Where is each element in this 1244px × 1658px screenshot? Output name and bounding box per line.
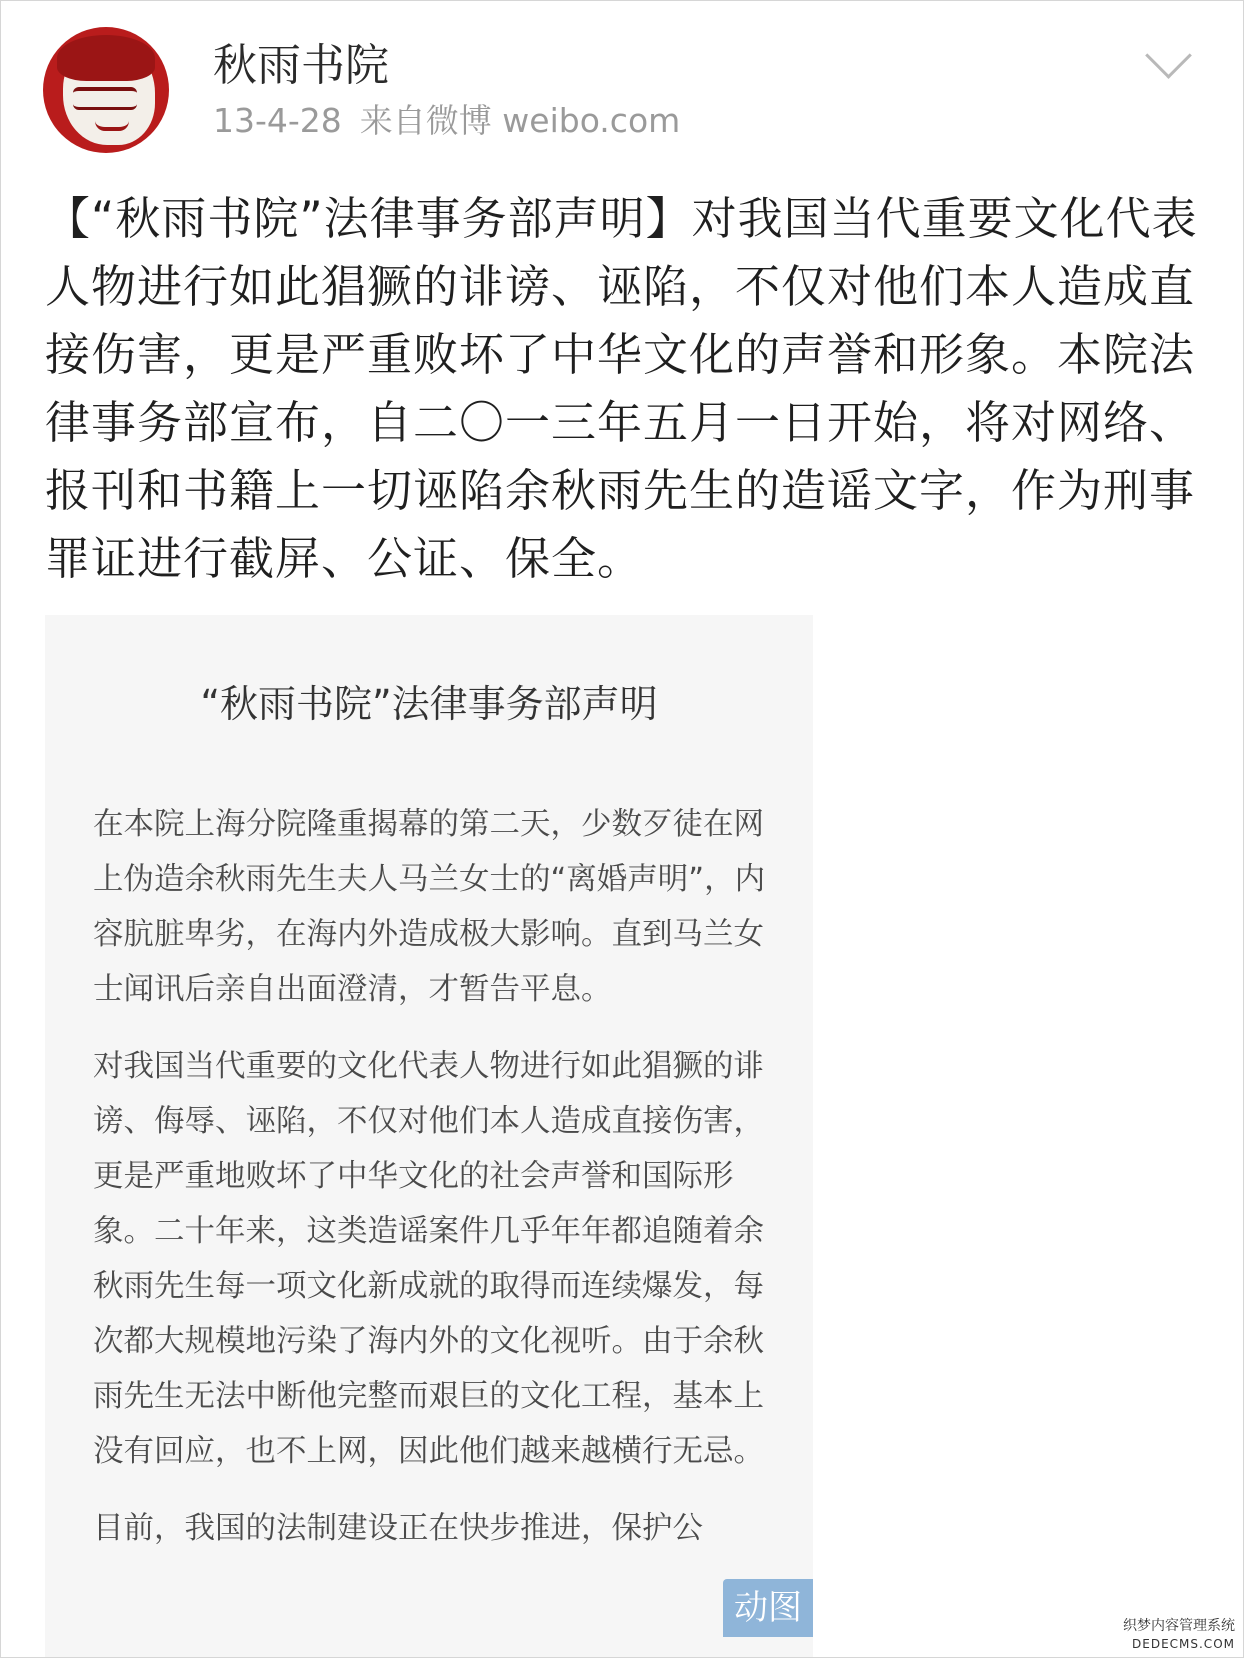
post-meta	[213, 99, 698, 143]
image-paragraph: 目前，我国的法制建设正在快步推进，保护公	[93, 1511, 703, 1546]
post-date: 13-4-28	[213, 101, 342, 140]
watermark-line-1: 织梦内容管理系统	[1123, 1618, 1235, 1634]
avatar-mouth	[95, 119, 129, 131]
avatar-hair	[57, 35, 155, 81]
post-text: 【“秋雨书院”法律事务部声明】对我国当代重要文化代表人物进行如此猖獗的诽谤、诬陷，不仅对他们本人造成直接伤害，更是严重败坏了中华文化的声誉和形象。本院法律事务部宣布，自二〇一三年五月一日开始，将对网络、报刊和书籍上一切诬陷余秋雨先生的造谣文字，作为刑事罪证进行截屏、公证、保全。	[45, 192, 1198, 585]
avatar-glasses	[73, 87, 137, 110]
image-title: “秋雨书院”法律事务部声明	[200, 682, 658, 726]
username[interactable]: 秋雨书院	[213, 40, 389, 91]
image-paragraph: 对我国当代重要的文化代表人物进行如此猖獗的诽谤、侮辱、诬陷，不仅对他们本人造成直接伤害，更是严重地败坏了中华文化的社会声誉和国际形象。二十年来，这类造谣案件几乎年年都追随着余秋雨先生每一项文化新成就的取得而连续爆发，每次都大规模地污染了海内外的文化视听。由于余秋雨先生无法中断他完整而艰巨的文化工程，基本上没有回应，也不上网，因此他们越来越横行无忌。	[93, 1049, 764, 1469]
image-paragraph: 在本院上海分院隆重揭幕的第二天，少数歹徒在网上伪造余秋雨先生夫人马兰女士的“离婚声明”，内容肮脏卑劣，在海内外造成极大影响。直到马兰女士闻讯后亲自出面澄清，才暂告平息。	[93, 807, 766, 1007]
image-body	[93, 797, 773, 1578]
avatar[interactable]	[43, 27, 169, 153]
post-image[interactable]	[45, 615, 813, 1658]
watermark-line-2: DEDECMS.COM	[1132, 1637, 1235, 1651]
chevron-down-icon[interactable]	[1145, 32, 1192, 79]
watermark	[1123, 1617, 1235, 1653]
post-source[interactable]: 来自微博 weibo.com	[359, 101, 681, 140]
gif-badge: 动图	[723, 1579, 813, 1637]
